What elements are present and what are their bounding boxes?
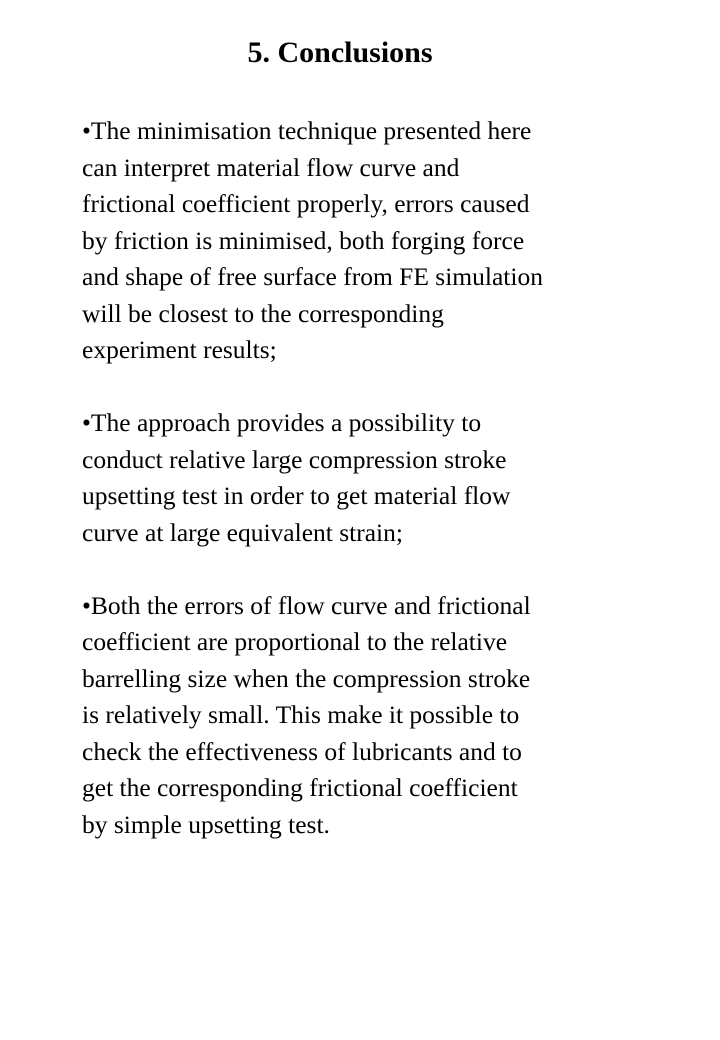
bullet-line: conduct relative large compression stroke — [82, 444, 507, 474]
bullet-line: •Both the errors of flow curve and frictional — [82, 590, 531, 620]
bullet-line: is relatively small. This make it possible to — [82, 700, 520, 729]
bullet-line: will be closest to the corresponding — [82, 298, 444, 328]
bullet-line: check the effectiveness of lubricants and to — [82, 736, 522, 766]
bullet-list — [82, 113, 672, 880]
bullet-line: curve at large equivalent strain; — [82, 517, 403, 547]
bullet-line: and shape of free surface from FE simulation — [82, 262, 543, 291]
bullet-line: frictional coefficient properly, errors caused — [82, 189, 530, 218]
bullet-line: upsetting test in order to get material flow — [82, 481, 511, 510]
bullet-line: coefficient are proportional to the relative — [82, 627, 508, 656]
bullet-line: •The approach provides a possibility to — [82, 408, 482, 437]
bullet-line: by friction is minimised, both forging force — [82, 225, 525, 255]
bullet-item — [82, 405, 672, 551]
bullet-line: barrelling size when the compression stroke — [82, 663, 531, 693]
bullet-line: by simple upsetting test. — [82, 809, 330, 839]
slide-title: 5. Conclusions — [247, 36, 433, 69]
bullet-item — [82, 113, 672, 369]
bullet-line: experiment results; — [82, 335, 277, 364]
bullet-line: can interpret material flow curve and — [82, 152, 460, 182]
bullet-line: get the corresponding frictional coefficient — [82, 773, 518, 802]
bullet-line: •The minimisation technique presented here — [82, 116, 532, 145]
bullet-item — [82, 588, 672, 844]
